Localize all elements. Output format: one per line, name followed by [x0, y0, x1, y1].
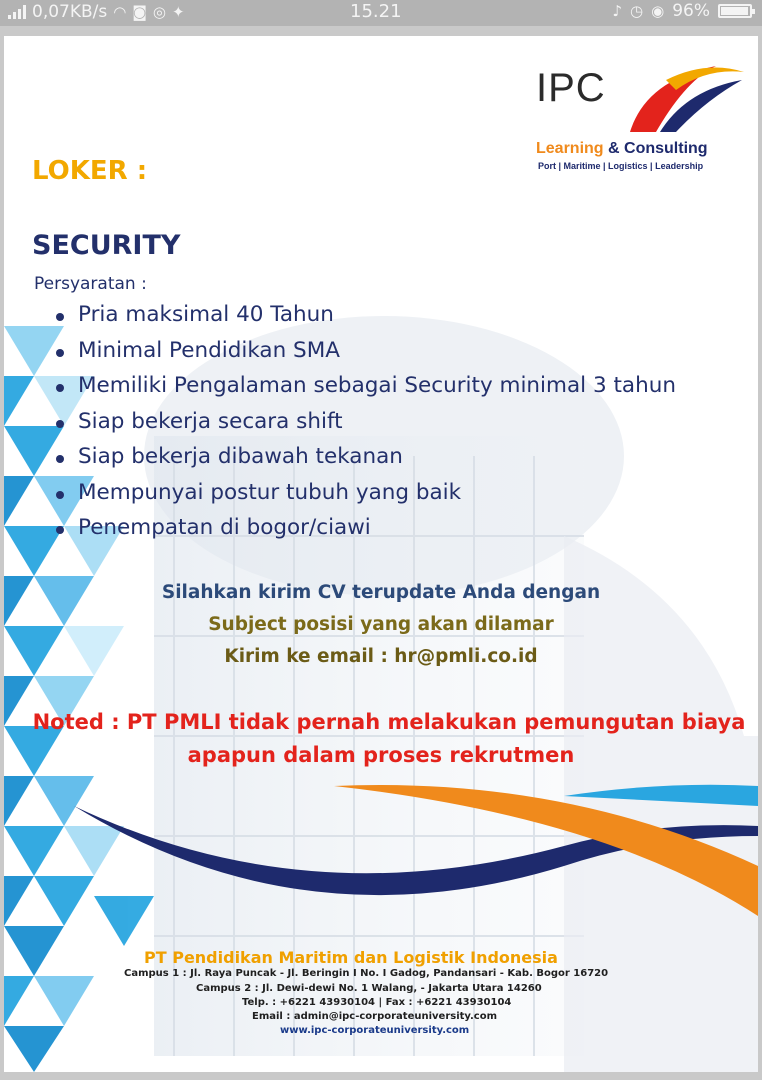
requirement-item: Penempatan di bogor/ciawi [52, 513, 676, 549]
wifi-icon: ◠ [113, 3, 127, 21]
footer-website: www.ipc-corporateuniversity.com [280, 1025, 470, 1036]
poster-heading: LOKER : [32, 156, 148, 186]
network-speed: 0,07KB/s [32, 2, 108, 22]
job-title: SECURITY [32, 230, 181, 261]
requirements-label: Persyaratan : [34, 274, 147, 294]
apply-email: Kirim ke email : hr@pmli.co.id [224, 646, 538, 667]
footer-company: PT Pendidikan Maritim dan Logistik Indonesia [144, 948, 558, 967]
whatsapp-icon: ◎ [152, 3, 166, 21]
instagram-icon: ◙ [132, 3, 147, 21]
requirements-list [52, 300, 676, 549]
status-time: 15.21 [350, 1, 402, 22]
apply-instruction: Silahkan kirim CV terupdate Anda dengan [161, 582, 601, 603]
requirement-item: Siap bekerja dibawah tekanan [52, 442, 676, 478]
status-right [612, 1, 752, 21]
status-bar [0, 0, 762, 26]
footer-email: Email : admin@ipc-corporateuniversity.com [252, 1011, 498, 1022]
requirement-item: Memiliki Pengalaman sebagai Security minimal 3 tahun [52, 371, 676, 407]
apply-subject-note: Subject posisi yang akan dilamar [208, 614, 554, 635]
battery-percent: 96% [672, 1, 710, 21]
background-artwork [4, 36, 758, 1072]
notice-line-2: apapun dalam proses rekrutmen [187, 743, 575, 767]
status-left [8, 2, 185, 22]
footer-campus-2: Campus 2 : Jl. Dewi-dewi No. 1 Walang, - Jakarta Utara 14260 [196, 983, 542, 994]
bell-off-icon: ♪ [612, 2, 623, 20]
job-poster [4, 36, 758, 1072]
logo-subline: Port | Maritime | Logistics | Leadership [538, 161, 704, 171]
ipc-logo [536, 60, 750, 178]
signal-icon [8, 5, 26, 19]
logo-swoosh-icon [626, 60, 746, 140]
logo-wordmark: IPC [536, 66, 606, 110]
requirement-item: Mempunyai postur tubuh yang baik [52, 478, 676, 514]
eye-icon: ◉ [651, 2, 665, 20]
footer-phone: Telp. : +6221 43930104 | Fax : +6221 43930104 [242, 997, 512, 1008]
footer-campus-1: Campus 1 : Jl. Raya Puncak - Jl. Beringin I No. I Gadog, Pandansari - Kab. Bogor 16720 [124, 968, 609, 979]
logo-tagline: Learning & Consulting [536, 140, 708, 157]
twitter-icon: ✦ [172, 3, 185, 21]
battery-icon [718, 4, 752, 18]
requirement-item: Minimal Pendidikan SMA [52, 336, 676, 372]
requirement-item: Siap bekerja secara shift [52, 407, 676, 443]
alarm-icon: ◷ [630, 2, 644, 20]
notice-line-1: Noted : PT PMLI tidak pernah melakukan pemungutan biaya [32, 710, 746, 734]
requirement-item: Pria maksimal 40 Tahun [52, 300, 676, 336]
